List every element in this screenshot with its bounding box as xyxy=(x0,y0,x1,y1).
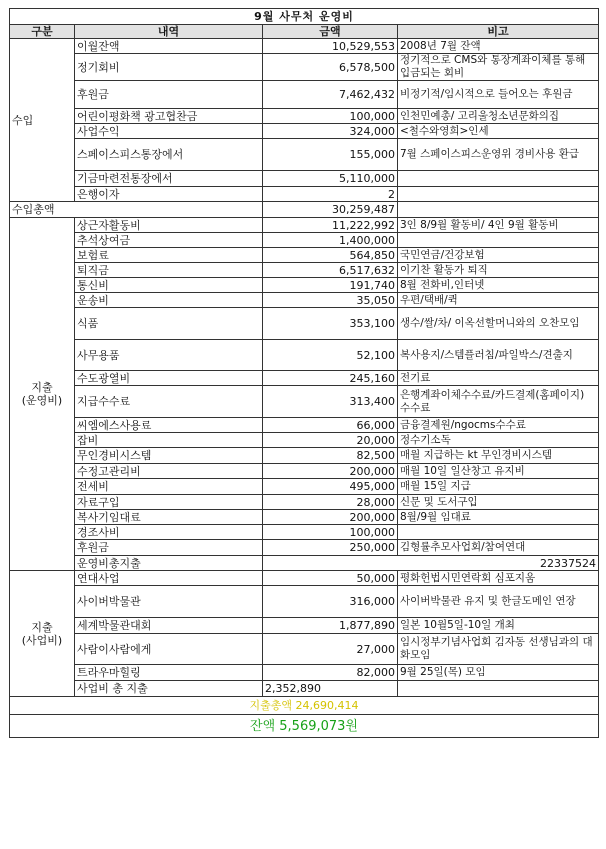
amount-cell: 100,000 xyxy=(263,109,398,124)
table-row xyxy=(10,278,599,293)
table-row xyxy=(10,81,599,109)
category-cell: 수입 xyxy=(10,39,75,202)
category-cell xyxy=(10,571,75,697)
note-cell: 사이버박물관 유지 및 한글도메인 연장 xyxy=(398,586,599,618)
note-cell: 정수기소독 xyxy=(398,433,599,448)
note-cell: 은행계좌이체수수료/카드결제(홈페이지) 수수료 xyxy=(398,386,599,418)
table-row xyxy=(10,340,599,371)
table-row xyxy=(10,248,599,263)
item-cell: 상근자활동비 xyxy=(75,218,263,233)
amount-cell: 191,740 xyxy=(263,278,398,293)
note-cell: <철수와영희>인세 xyxy=(398,124,599,139)
category-label: 지출 xyxy=(31,620,53,634)
category-sublabel: (운영비) xyxy=(21,394,63,407)
amount-cell: 155,000 xyxy=(263,139,398,171)
note-cell: 3인 8/9월 활동비/ 4인 9월 활동비 xyxy=(398,218,599,233)
item-cell: 추석상여금 xyxy=(75,233,263,248)
note-cell: 김형률추모사업회/참여연대 xyxy=(398,540,599,556)
item-cell: 사업수익 xyxy=(75,124,263,139)
table-row xyxy=(10,540,599,556)
note-cell: 우편/택배/퀵 xyxy=(398,293,599,308)
header-amount: 금액 xyxy=(263,25,398,39)
amount-cell: 27,000 xyxy=(263,634,398,665)
projects-total-note xyxy=(398,681,599,697)
income-total-label: 수입총액 xyxy=(10,202,263,218)
note-cell: 복사용지/스템플러침/파일박스/견출지 xyxy=(398,340,599,371)
income-total-amount: 30,259,487 xyxy=(263,202,398,218)
note-cell: 이기찬 활동가 퇴직 xyxy=(398,263,599,278)
note-cell xyxy=(398,171,599,187)
amount-cell: 100,000 xyxy=(263,525,398,540)
note-cell: 8월 전화비,인터넷 xyxy=(398,278,599,293)
note-cell: 임시정부기념사업회 김자동 선생님과의 대화모임 xyxy=(398,634,599,665)
note-cell: 평화헌법시민연락회 심포지움 xyxy=(398,571,599,586)
page-title: 9월 사무처 운영비 xyxy=(10,9,599,25)
income-total-note xyxy=(398,202,599,218)
note-cell: 인천민예총/ 고리울청소년문화의집 xyxy=(398,109,599,124)
note-cell: 매월 지급하는 kt 무인경비시스템 xyxy=(398,448,599,464)
item-cell: 세계박물관대회 xyxy=(75,618,263,634)
table-row xyxy=(10,171,599,187)
note-cell xyxy=(398,233,599,248)
table-row xyxy=(10,665,599,681)
amount-cell: 495,000 xyxy=(263,479,398,495)
table-row xyxy=(10,479,599,495)
item-cell: 은행이자 xyxy=(75,187,263,202)
table-row xyxy=(10,139,599,171)
amount-cell: 11,222,992 xyxy=(263,218,398,233)
income-total-row xyxy=(10,202,599,218)
note-cell: 생수/쌀/차/ 이옥선할머니와의 오찬모임 xyxy=(398,308,599,340)
amount-cell: 28,000 xyxy=(263,495,398,510)
amount-cell: 7,462,432 xyxy=(263,81,398,109)
amount-cell: 20,000 xyxy=(263,433,398,448)
table-row xyxy=(10,433,599,448)
amount-cell: 250,000 xyxy=(263,540,398,556)
note-cell: 매월 10일 일산창고 유지비 xyxy=(398,464,599,479)
item-cell: 사람이사람에게 xyxy=(75,634,263,665)
note-cell: 8월/9월 임대료 xyxy=(398,510,599,525)
note-cell: 9월 25일(목) 모임 xyxy=(398,665,599,681)
table-row xyxy=(10,464,599,479)
item-cell: 수정고관리비 xyxy=(75,464,263,479)
table-row xyxy=(10,618,599,634)
amount-cell: 5,110,000 xyxy=(263,171,398,187)
header-category: 구분 xyxy=(10,25,75,39)
table-row xyxy=(10,124,599,139)
category-sublabel: (사업비) xyxy=(21,633,63,647)
amount-cell: 245,160 xyxy=(263,371,398,386)
note-cell: 신문 및 도서구입 xyxy=(398,495,599,510)
note-cell xyxy=(398,525,599,540)
amount-cell: 82,000 xyxy=(263,665,398,681)
table-row xyxy=(10,263,599,278)
item-cell: 운송비 xyxy=(75,293,263,308)
table-row xyxy=(10,525,599,540)
table-row xyxy=(10,293,599,308)
table-row xyxy=(10,418,599,433)
amount-cell: 35,050 xyxy=(263,293,398,308)
note-cell: 비정기적/임시적으로 들어오는 후원금 xyxy=(398,81,599,109)
item-cell: 식품 xyxy=(75,308,263,340)
balance-row xyxy=(10,715,599,738)
item-cell: 기금마련전통장에서 xyxy=(75,171,263,187)
item-cell: 씨엠에스사용료 xyxy=(75,418,263,433)
amount-cell: 50,000 xyxy=(263,571,398,586)
note-cell: 7월 스페이스피스운영위 경비사용 환급 xyxy=(398,139,599,171)
note-cell: 일본 10월5일-10일 개최 xyxy=(398,618,599,634)
projects-total-label: 사업비 총 지출 xyxy=(75,681,263,697)
table-row xyxy=(10,39,599,54)
ops-total-row xyxy=(10,556,599,571)
amount-cell: 1,400,000 xyxy=(263,233,398,248)
table-row xyxy=(10,187,599,202)
projects-total-amount: 2,352,890 xyxy=(263,681,398,697)
item-cell: 자료구입 xyxy=(75,495,263,510)
item-cell: 이월잔액 xyxy=(75,39,263,54)
table-row xyxy=(10,308,599,340)
amount-cell: 353,100 xyxy=(263,308,398,340)
note-cell: 전기료 xyxy=(398,371,599,386)
amount-cell: 6,578,500 xyxy=(263,54,398,81)
item-cell: 수도광열비 xyxy=(75,371,263,386)
table-row xyxy=(10,218,599,233)
amount-cell: 10,529,553 xyxy=(263,39,398,54)
table-row xyxy=(10,109,599,124)
item-cell: 복사기임대료 xyxy=(75,510,263,525)
amount-cell: 66,000 xyxy=(263,418,398,433)
amount-cell: 200,000 xyxy=(263,464,398,479)
balance-amount: 잔액 5,569,073원 xyxy=(10,715,599,738)
header-item: 내역 xyxy=(75,25,263,39)
table-row xyxy=(10,233,599,248)
item-cell: 보험료 xyxy=(75,248,263,263)
table-row xyxy=(10,371,599,386)
item-cell: 사이버박물관 xyxy=(75,586,263,618)
note-cell: 2008년 7월 잔액 xyxy=(398,39,599,54)
table-row xyxy=(10,634,599,665)
spending-total: 지출총액 24,690,414 xyxy=(10,697,599,715)
item-cell: 퇴직금 xyxy=(75,263,263,278)
item-cell: 사무용품 xyxy=(75,340,263,371)
amount-cell: 2 xyxy=(263,187,398,202)
amount-cell: 200,000 xyxy=(263,510,398,525)
item-cell: 스페이스피스통장에서 xyxy=(75,139,263,171)
item-cell: 트라우마힐링 xyxy=(75,665,263,681)
table-row xyxy=(10,586,599,618)
category-label: 지출 xyxy=(31,381,53,394)
table-row xyxy=(10,571,599,586)
table-row xyxy=(10,54,599,81)
item-cell: 어린이평화책 광고협찬금 xyxy=(75,109,263,124)
header-note: 비고 xyxy=(398,25,599,39)
item-cell: 무인경비시스템 xyxy=(75,448,263,464)
amount-cell: 313,400 xyxy=(263,386,398,418)
item-cell: 잡비 xyxy=(75,433,263,448)
item-cell: 후원금 xyxy=(75,81,263,109)
item-cell: 정기회비 xyxy=(75,54,263,81)
ops-total-label: 운영비총지출 xyxy=(75,556,263,571)
table-row xyxy=(10,386,599,418)
amount-cell: 324,000 xyxy=(263,124,398,139)
amount-cell: 6,517,632 xyxy=(263,263,398,278)
note-cell: 매월 15일 지급 xyxy=(398,479,599,495)
note-cell: 금융결제원/ngocms수수료 xyxy=(398,418,599,433)
item-cell: 후원금 xyxy=(75,540,263,556)
amount-cell: 564,850 xyxy=(263,248,398,263)
spending-total-row xyxy=(10,697,599,715)
ops-total-amount: 22337524 xyxy=(263,556,599,571)
projects-total-row xyxy=(10,681,599,697)
item-cell: 지급수수료 xyxy=(75,386,263,418)
item-cell: 경조사비 xyxy=(75,525,263,540)
note-cell: 정기적으로 CMS와 통장계좌이체를 통해 입금되는 회비 xyxy=(398,54,599,81)
amount-cell: 82,500 xyxy=(263,448,398,464)
note-cell xyxy=(398,187,599,202)
budget-table xyxy=(9,8,599,738)
amount-cell: 1,877,890 xyxy=(263,618,398,634)
item-cell: 연대사업 xyxy=(75,571,263,586)
category-cell xyxy=(10,218,75,571)
table-row xyxy=(10,495,599,510)
table-row xyxy=(10,448,599,464)
item-cell: 전세비 xyxy=(75,479,263,495)
table-row xyxy=(10,510,599,525)
amount-cell: 52,100 xyxy=(263,340,398,371)
note-cell: 국민연금/건강보험 xyxy=(398,248,599,263)
item-cell: 통신비 xyxy=(75,278,263,293)
amount-cell: 316,000 xyxy=(263,586,398,618)
